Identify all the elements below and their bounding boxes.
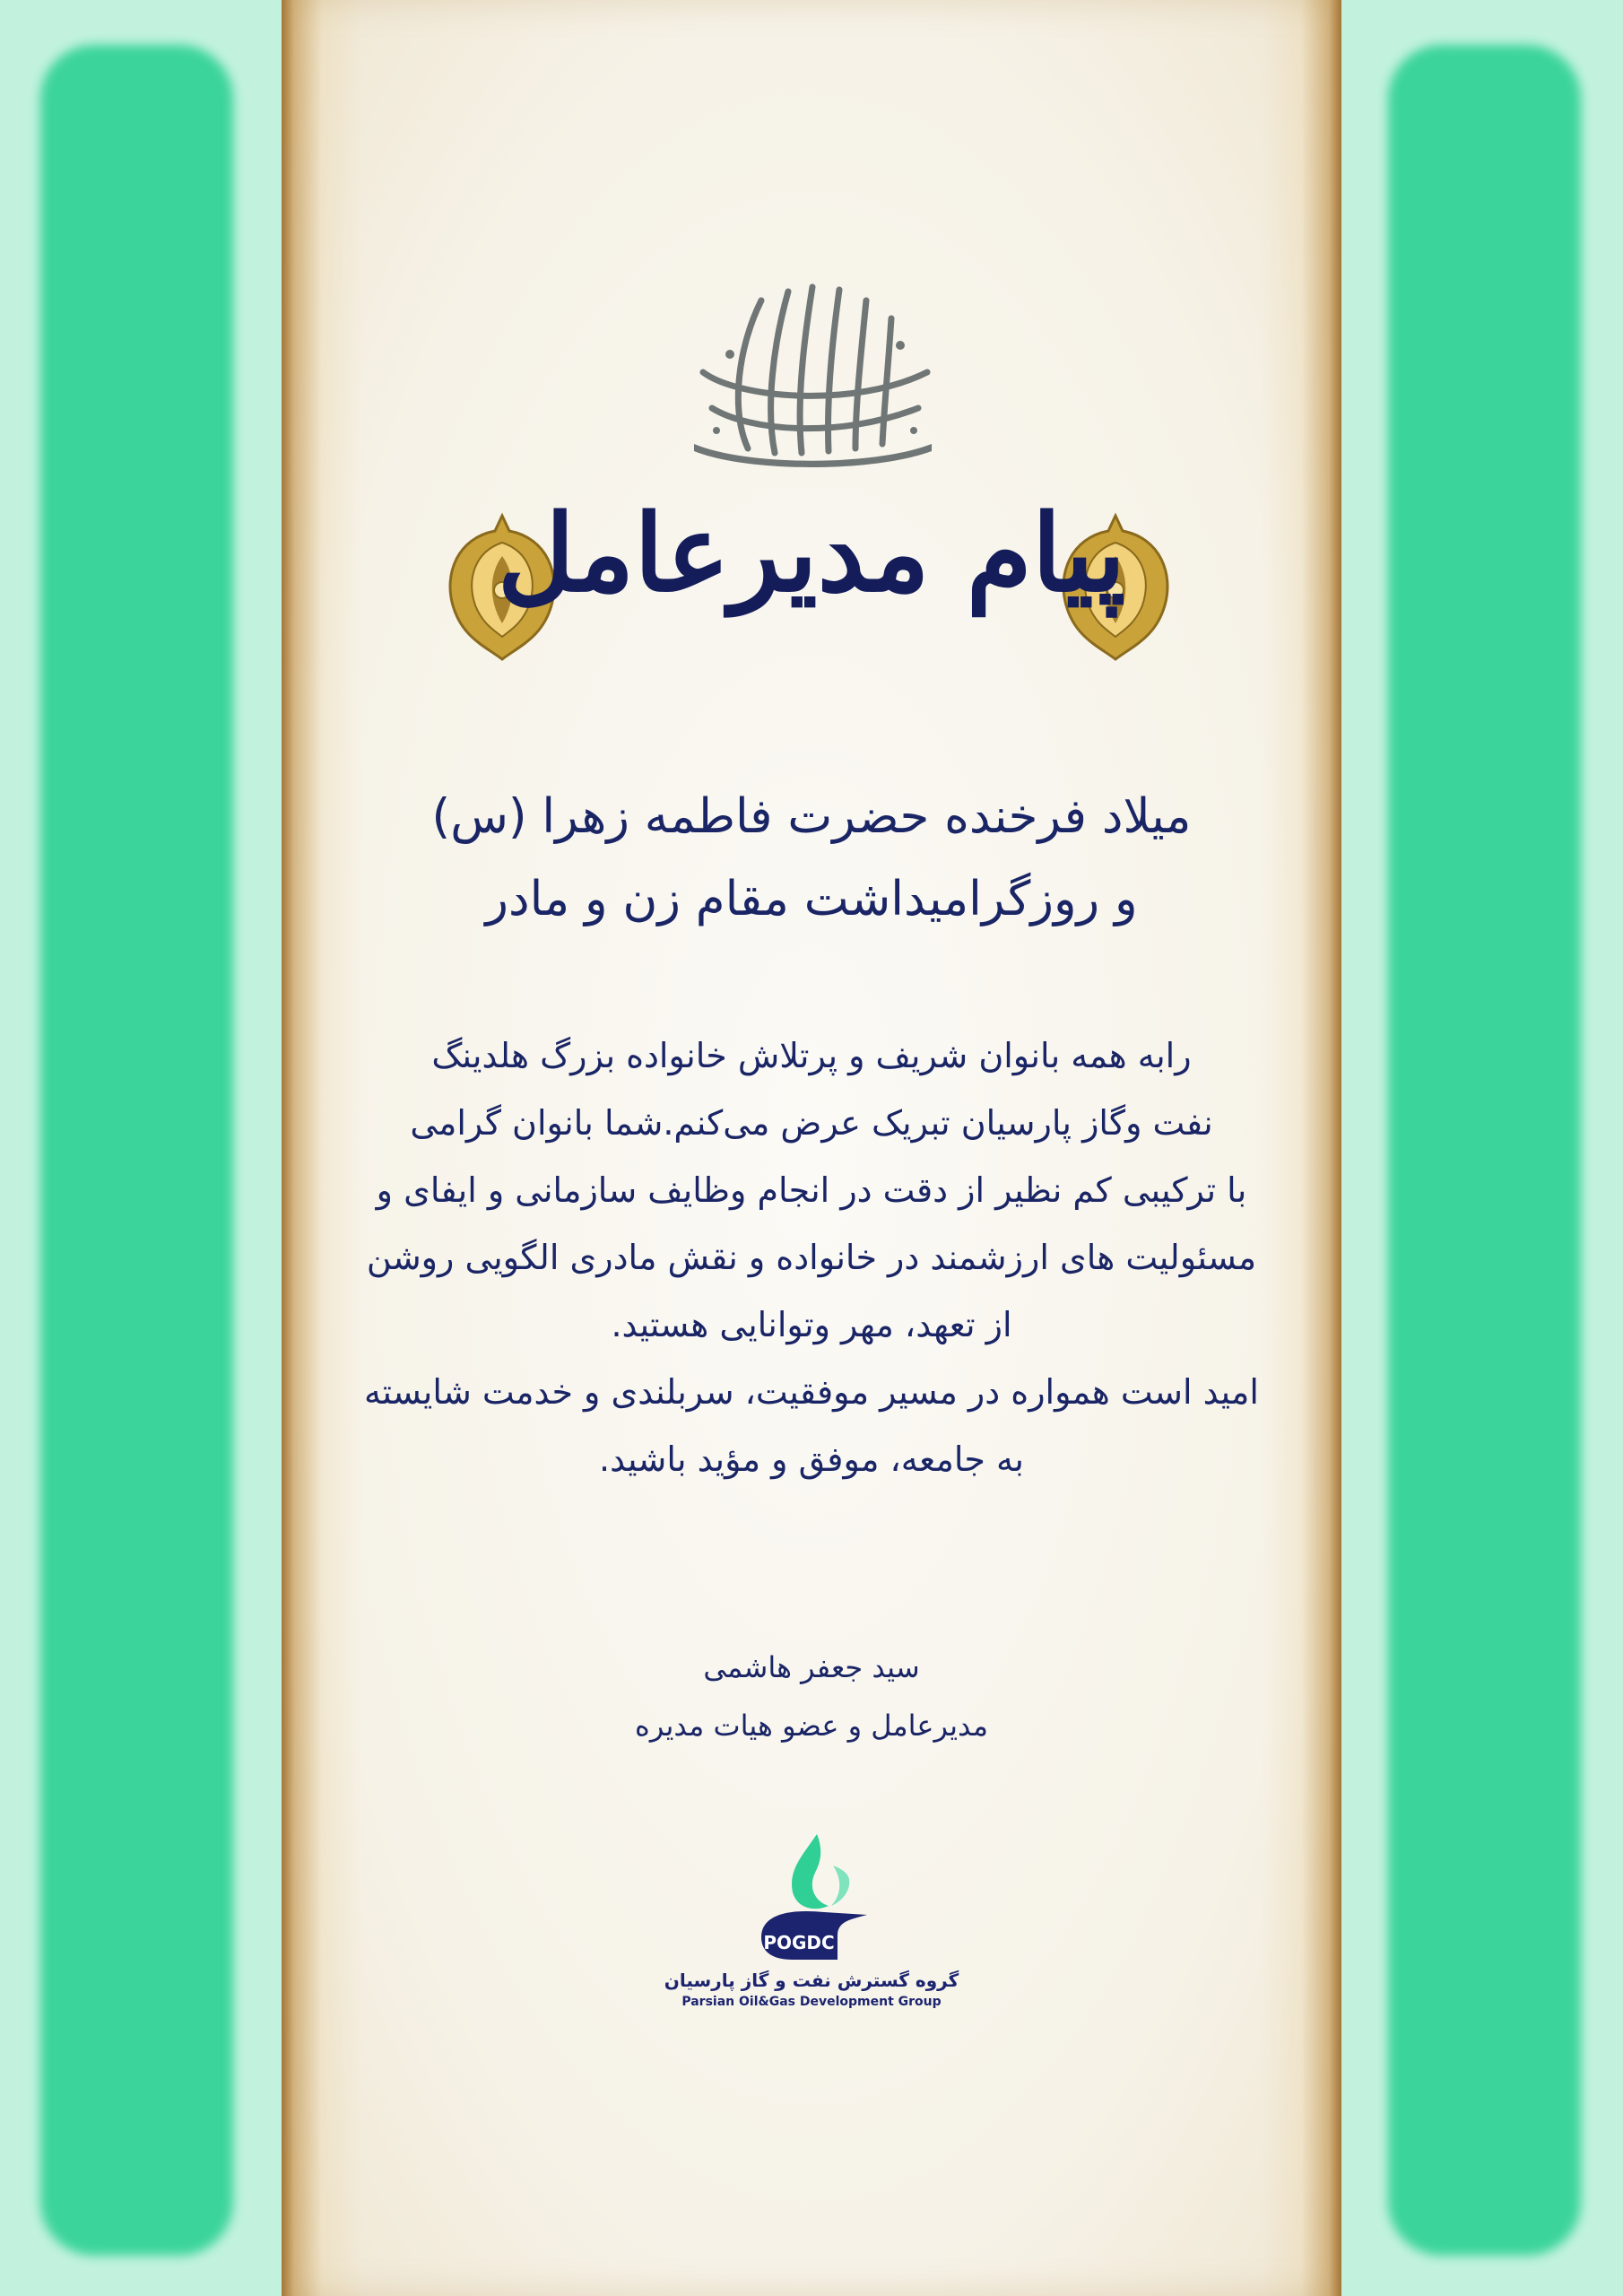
signer-name: سید جعفر هاشمی: [703, 1650, 920, 1684]
occasion-line: و روزگرامیداشت مقام زن و مادر: [485, 872, 1138, 926]
message-line: مسئولیت های ارزشمند در خانواده و نقش مادری الگویی روشن: [366, 1238, 1257, 1277]
signer-role: مدیرعامل و عضو هیات مدیره: [635, 1709, 988, 1743]
page-title: پیام مدیرعامل: [497, 491, 1126, 615]
message-line: با ترکیبی کم نظیر از دقت در انجام وظایف سازمانی و ایفای و: [376, 1170, 1247, 1210]
message-line: از تعهد، مهر وتوانایی هستید.: [611, 1305, 1012, 1344]
message-body: [282, 1022, 1341, 1493]
right-green-bar: [1388, 45, 1581, 2256]
message-line: رابه همه بانوان شریف و پرتلاش خانواده بزرگ هلدینگ: [431, 1036, 1192, 1075]
pogdc-flame-logo-icon: [752, 1830, 878, 1964]
occasion-heading: [282, 776, 1341, 941]
message-line: نفت وگاز پارسیان تبریک عرض می‌کنم.شما بانوان گرامی: [410, 1103, 1213, 1143]
logo-name-fa: گروه گسترش نفت و گاز پارسیان: [664, 1970, 959, 1991]
left-side-panel: [0, 0, 282, 2296]
parchment-scroll: [282, 0, 1341, 2296]
logo-acronym: POGDC: [763, 1932, 835, 1953]
message-line: به جامعه، موفق و مؤید باشید.: [599, 1439, 1024, 1479]
occasion-line: میلاد فرخنده حضرت فاطمه زهرا (س): [431, 789, 1192, 844]
right-side-panel: [1341, 0, 1623, 2296]
left-green-bar: [40, 45, 233, 2256]
message-line: امید است همواره در مسیر موفقیت، سربلندی و خدمت شایسته: [364, 1372, 1259, 1412]
basmala-calligraphy-icon: [676, 274, 945, 471]
logo-name-en: Parsian Oil&Gas Development Group: [681, 1995, 942, 2009]
